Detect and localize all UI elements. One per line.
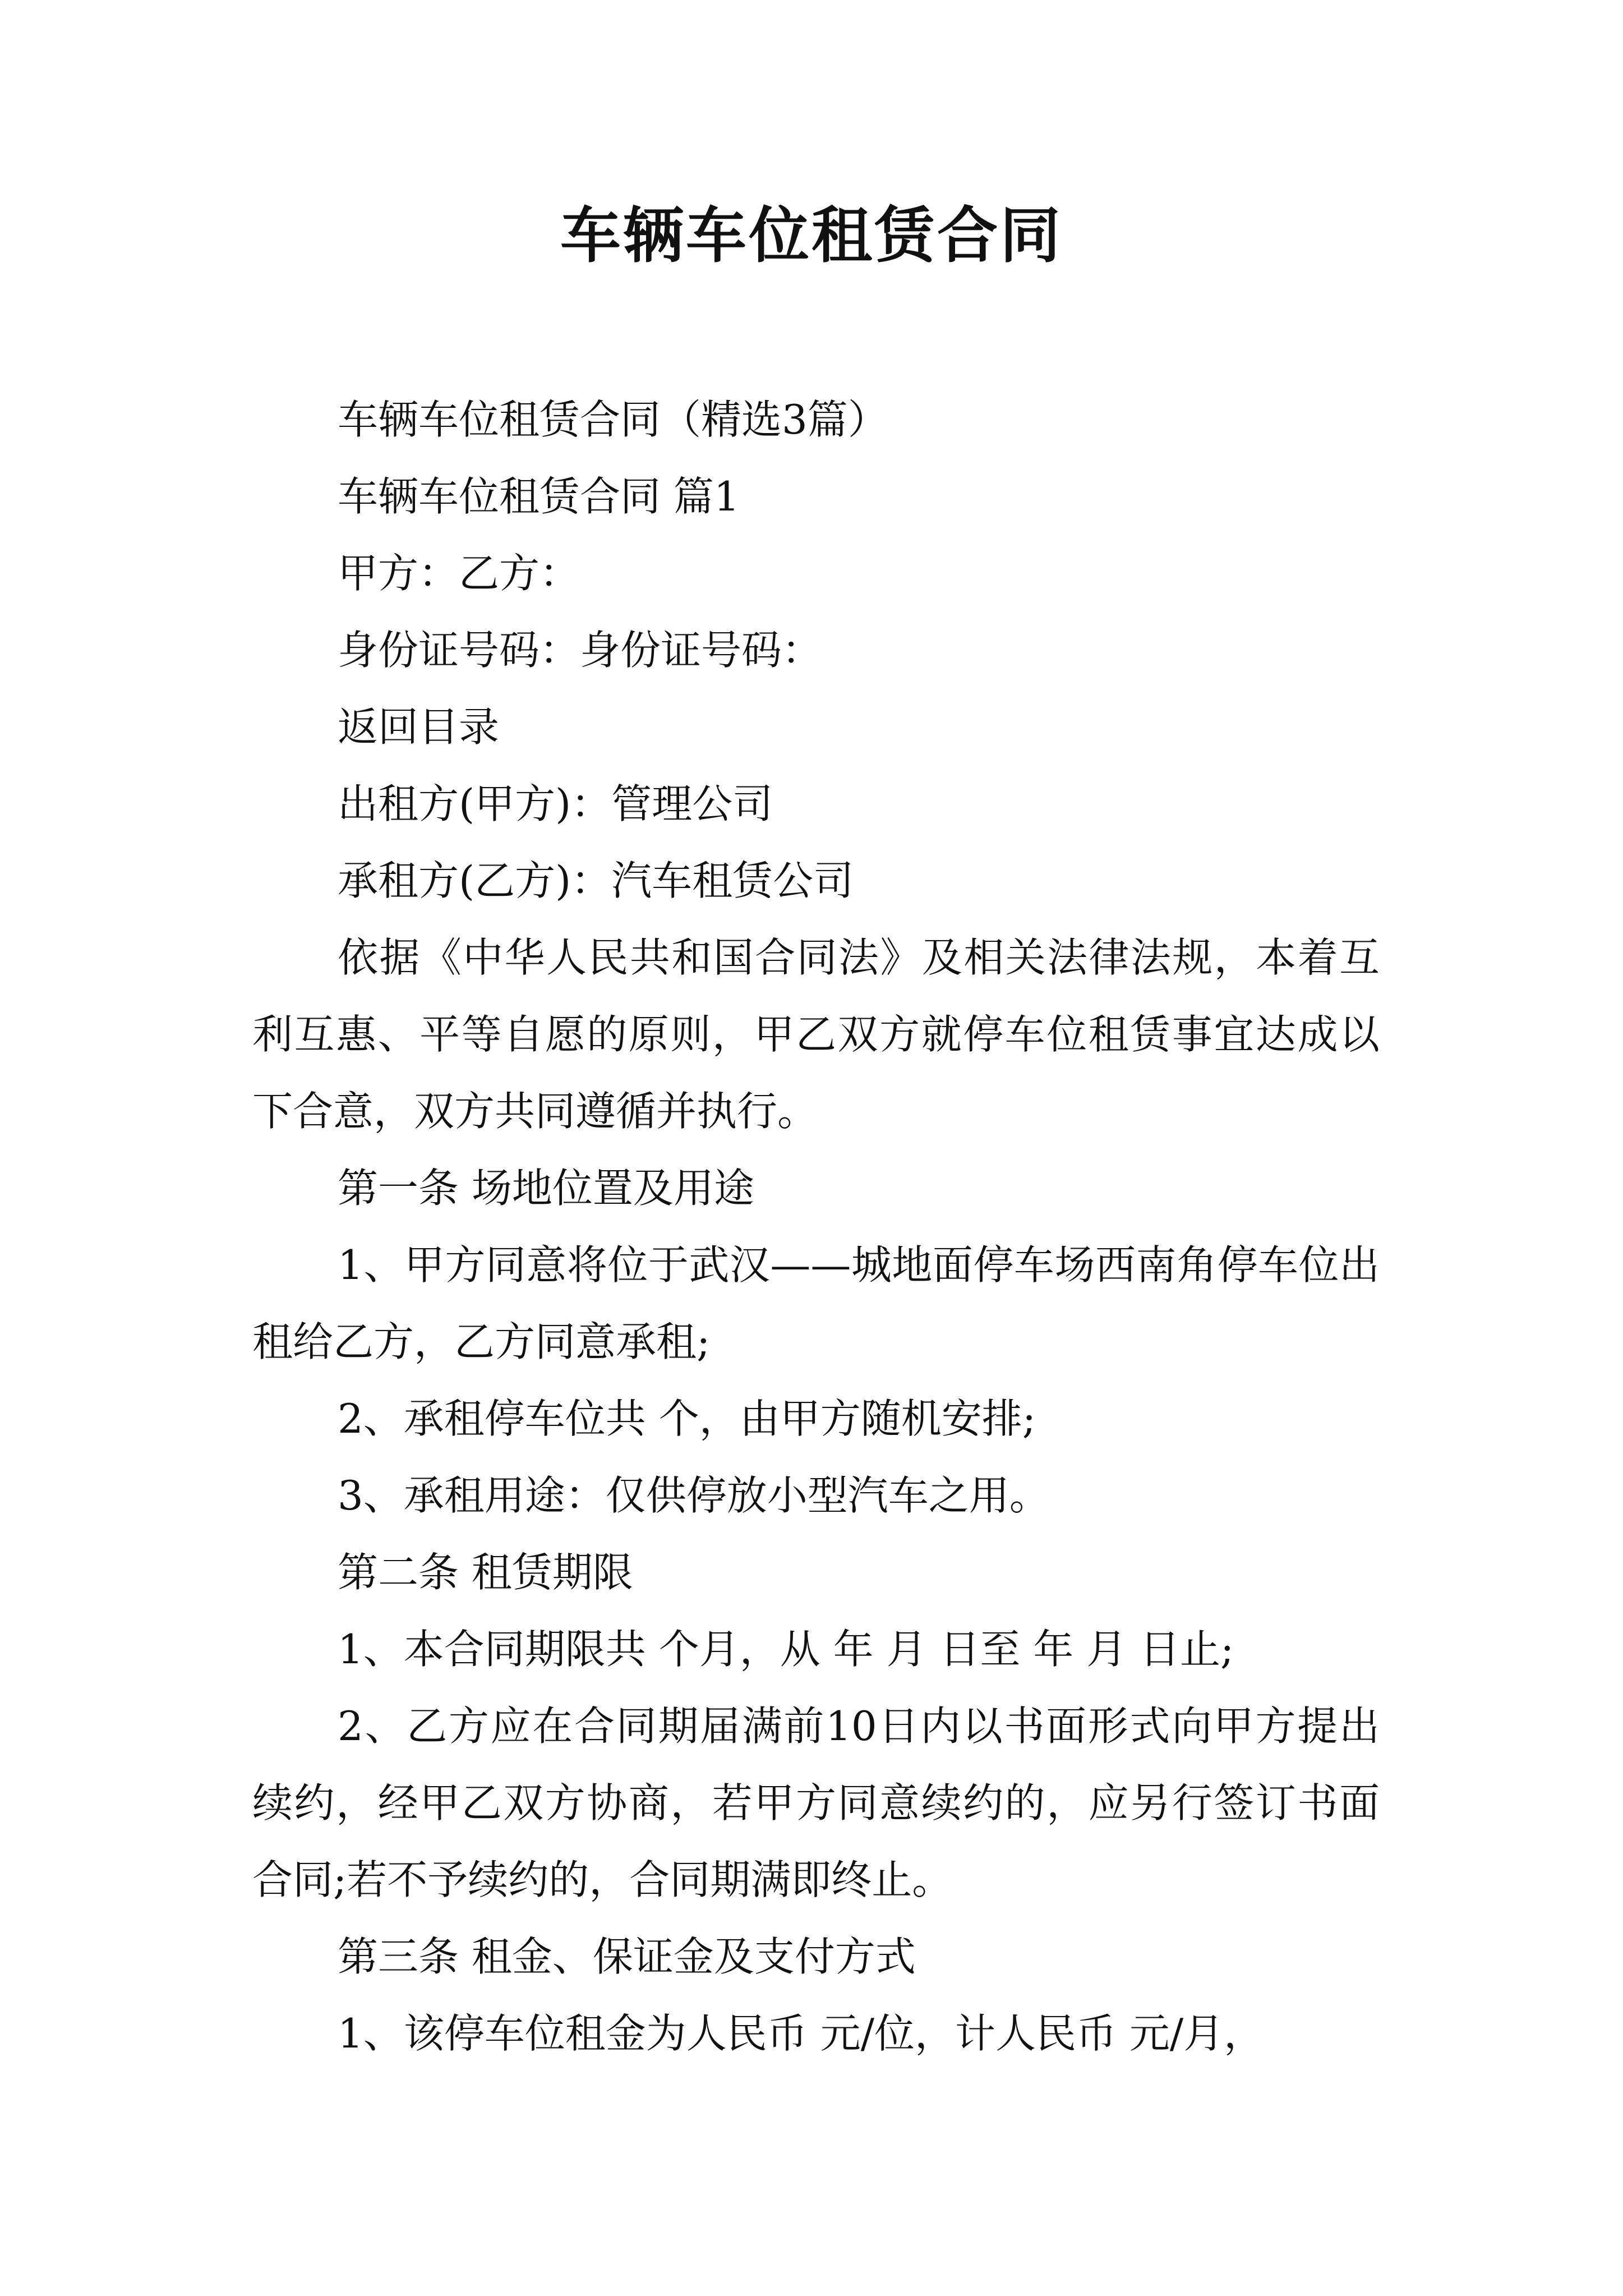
- paragraph-id-numbers: 身份证号码：身份证号码：: [338, 627, 823, 674]
- paragraph-article-1-heading: 第一条 场地位置及用途: [338, 1165, 754, 1212]
- paragraph-article-2-item-1: 1、本合同期限共 个月，从 年 月 日至 年 月 日止;: [338, 1626, 1234, 1673]
- document-title: 车辆车位租赁合同: [560, 200, 1063, 271]
- paragraph-parties: 甲方：乙方：: [338, 550, 580, 597]
- paragraph-article-2-item-2: 2、乙方应在合同期届满前10日内以书面形式向甲方提出续约，经甲乙双方协商，若甲方同意续约的，应另行签订书面合同;若不予续约的，合同期满即终止。: [252, 1703, 1380, 1903]
- paragraph-article-2-heading: 第二条 租赁期限: [338, 1549, 633, 1596]
- paragraph-preamble: 依据《中华人民共和国合同法》及相关法律法规，本着互利互惠、平等自愿的原则，甲乙双方就停车位租赁事宜达成以下合意，双方共同遵循并执行。: [252, 934, 1380, 1135]
- paragraph-lessee: 承租方(乙方)：汽车租赁公司: [338, 857, 854, 904]
- paragraph-section-heading: 车辆车位租赁合同 篇1: [338, 473, 740, 520]
- paragraph-article-3-item-1: 1、该停车位租金为人民币 元/位，计人民币 元/月，: [338, 2010, 1265, 2057]
- paragraph-article-3-heading: 第三条 租金、保证金及支付方式: [338, 1933, 916, 1980]
- paragraph-article-1-item-2: 2、承租停车位共 个，由甲方随机安排;: [338, 1395, 1036, 1442]
- paragraph-article-1-item-1: 1、甲方同意将位于武汉——城地面停车场西南角停车位出租给乙方，乙方同意承租;: [252, 1241, 1380, 1365]
- paragraph-article-1-item-3: 3、承租用途：仅供停放小型汽车之用。: [338, 1472, 1050, 1519]
- paragraph-lessor: 出租方(甲方)：管理公司: [338, 780, 773, 827]
- paragraph-subtitle: 车辆车位租赁合同（精选3篇）: [338, 396, 888, 443]
- paragraph-back-to-contents: 返回目录: [338, 703, 500, 751]
- document-body: [252, 381, 1380, 2072]
